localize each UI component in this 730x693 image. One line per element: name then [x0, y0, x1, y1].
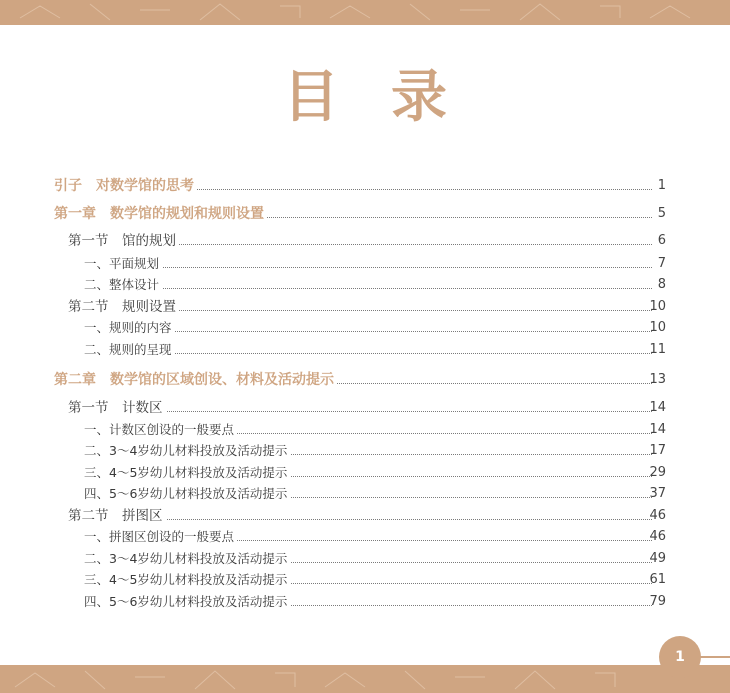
toc-entry-page: 5 [657, 206, 666, 221]
top-band-pattern [0, 0, 730, 25]
toc-entry-label: 一、平面规划 [84, 254, 162, 274]
toc-entry-label: 一、规则的内容 [84, 318, 175, 338]
toc-entry-label: 三、4～5岁幼儿材料投放及活动提示 [84, 570, 290, 590]
toc-entry-page: 13 [649, 372, 666, 387]
toc-entry[interactable] [0, 370, 730, 390]
toc-entry-label: 第二节 规则设置 [68, 297, 179, 317]
toc-entry-page: 61 [649, 572, 666, 587]
toc-entry[interactable] [0, 506, 730, 526]
toc-entry[interactable] [0, 231, 730, 251]
toc-entry[interactable] [0, 592, 730, 612]
toc-entry-label: 三、4～5岁幼儿材料投放及活动提示 [84, 463, 290, 483]
toc-entry[interactable] [0, 570, 730, 590]
toc-entry[interactable] [0, 549, 730, 569]
toc-entry-page: 1 [657, 178, 666, 193]
toc-entry-label: 引子 对数学馆的思考 [54, 176, 197, 196]
toc-entry-page: 7 [657, 256, 666, 271]
toc-entry[interactable] [0, 275, 730, 295]
page-number-badge: 1 [659, 636, 701, 678]
toc-entry-page: 6 [657, 233, 666, 248]
page-title: 目录 [283, 64, 499, 130]
page-number-line [700, 656, 730, 658]
toc-dot-leader [84, 288, 652, 289]
toc-entry[interactable] [0, 318, 730, 338]
toc-entry[interactable] [0, 420, 730, 440]
toc-entry-page: 46 [649, 529, 666, 544]
top-decorative-band [0, 0, 730, 25]
toc-entry[interactable] [0, 463, 730, 483]
bottom-band-pattern [0, 665, 730, 693]
toc-entry-label: 一、计数区创设的一般要点 [84, 420, 237, 440]
toc-entry[interactable] [0, 398, 730, 418]
toc-entry-page: 37 [649, 486, 666, 501]
toc-entry[interactable] [0, 254, 730, 274]
toc-entry[interactable] [0, 484, 730, 504]
toc-entry[interactable] [0, 297, 730, 317]
toc-entry-page: 29 [649, 465, 666, 480]
bottom-decorative-band [0, 665, 730, 693]
toc-dot-leader [84, 267, 652, 268]
toc-entry-page: 17 [649, 443, 666, 458]
toc-entry-page: 10 [649, 299, 666, 314]
toc-entry-label: 第二节 拼图区 [68, 506, 166, 526]
toc-entry-label: 一、拼图区创设的一般要点 [84, 527, 237, 547]
toc-entry-page: 11 [649, 342, 666, 357]
toc-entry-label: 二、3～4岁幼儿材料投放及活动提示 [84, 549, 290, 569]
toc-entry-page: 14 [649, 422, 666, 437]
toc-entry-label: 二、整体设计 [84, 275, 162, 295]
toc-entry-label: 二、3～4岁幼儿材料投放及活动提示 [84, 441, 290, 461]
toc-entry-label: 第一节 计数区 [68, 398, 166, 418]
toc-entry[interactable] [0, 527, 730, 547]
toc-entry-label: 四、5～6岁幼儿材料投放及活动提示 [84, 592, 290, 612]
toc-entry[interactable] [0, 204, 730, 224]
toc-entry[interactable] [0, 441, 730, 461]
toc-entry-page: 46 [649, 508, 666, 523]
toc-entry-page: 49 [649, 551, 666, 566]
toc-entry-page: 79 [649, 594, 666, 609]
toc-entry-label: 四、5～6岁幼儿材料投放及活动提示 [84, 484, 290, 504]
toc-entry-label: 第二章 数学馆的区域创设、材料及活动提示 [54, 370, 337, 390]
toc-entry-page: 14 [649, 400, 666, 415]
toc-entry[interactable] [0, 340, 730, 360]
toc-entry-page: 8 [657, 277, 666, 292]
toc-entry[interactable] [0, 176, 730, 196]
toc-entry-label: 二、规则的呈现 [84, 340, 175, 360]
toc-entry-page: 10 [649, 320, 666, 335]
toc-entry-label: 第一章 数学馆的规划和规则设置 [54, 204, 267, 224]
toc-entry-label: 第一节 馆的规划 [68, 231, 179, 251]
